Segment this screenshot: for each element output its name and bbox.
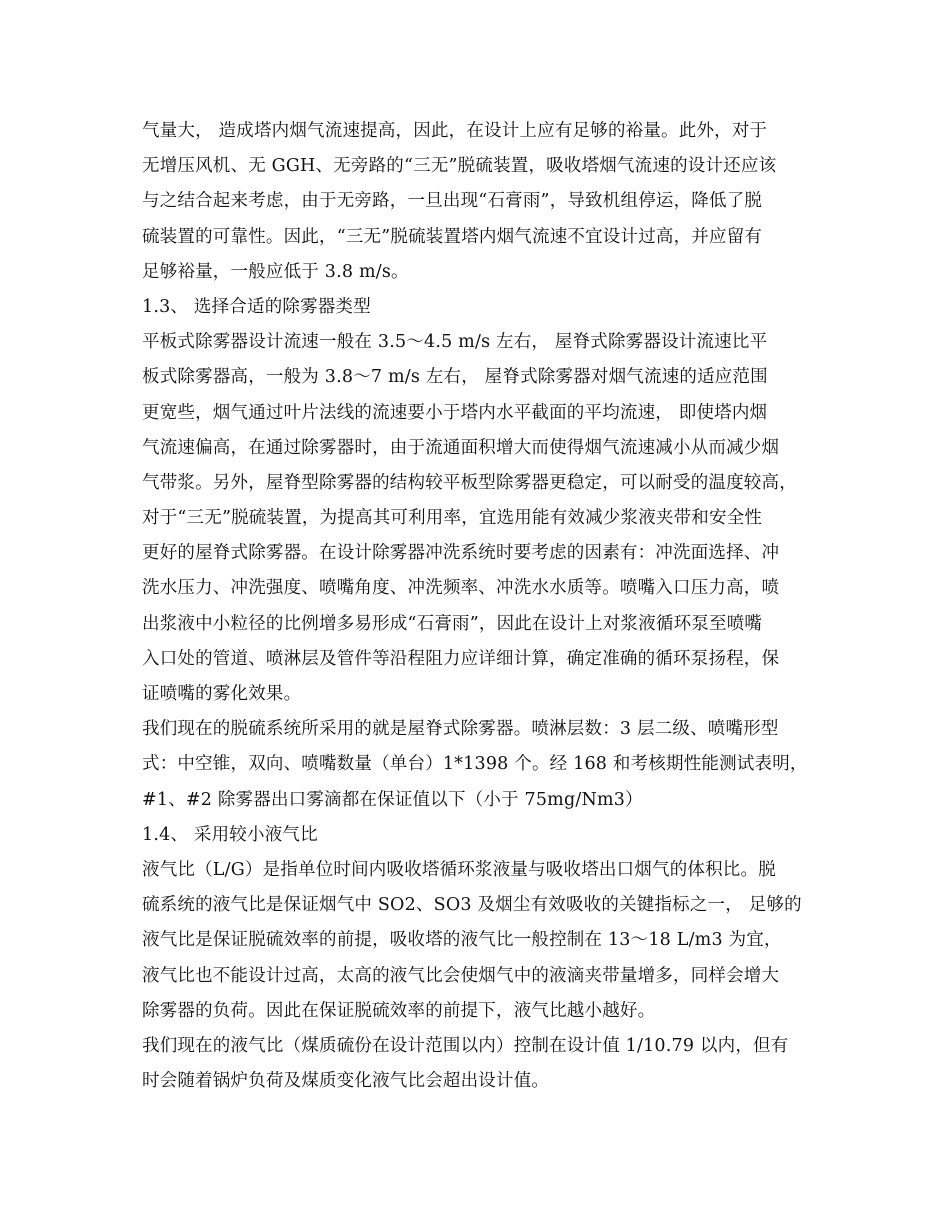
text-line: 硫装置的可靠性。因此，“三无”脱硫装置塔内烟气流速不宜设计过高，并应留有 — [142, 226, 763, 247]
text-line: 液气比（L/G）是指单位时间内吸收塔循环浆液量与吸收塔出口烟气的体积比。脱 — [142, 859, 776, 880]
text-line: 洗水压力、冲洗强度、喷嘴角度、冲洗频率、冲洗水水质等。喷嘴入口压力高，喷 — [142, 578, 780, 599]
text-line: 除雾器的负荷。因此在保证脱硫效率的前提下，液气比越小越好。 — [142, 1000, 656, 1021]
document-page — [142, 114, 814, 1099]
text-line: 出浆液中小粒径的比例增多易形成“石膏雨”，因此在设计上对浆液循环泵至喷嘴 — [142, 613, 763, 634]
text-line: 无增压风机、无 GGH、无旁路的“三无”脱硫装置，吸收塔烟气流速的设计还应该 — [142, 156, 777, 177]
text-line: 硫系统的液气比是保证烟气中 SO2、SO3 及烟尘有效吸收的关键指标之一， 足够的 — [142, 895, 802, 916]
text-line: 证喷嘴的雾化效果。 — [142, 684, 302, 704]
text-line: 液气比也不能设计过高，太高的液气比会使烟气中的液滴夹带量增多，同样会增大 — [142, 965, 780, 986]
text-line: 液气比是保证脱硫效率的前提，吸收塔的液气比一般控制在 13～18 L/m3 为宜， — [142, 930, 782, 951]
text-line: 更宽些，烟气通过叶片法线的流速要小于塔内水平截面的平均流速， 即使塔内烟 — [142, 402, 768, 423]
text-line: 气带浆。另外，屋脊型除雾器的结构较平板型除雾器更稳定，可以耐受的温度较高， — [142, 472, 797, 493]
text-line: 我们现在的液气比（煤质硫份在设计范围以内）控制在设计值 1/10.79 以内，但有 — [142, 1035, 789, 1056]
text-line: 对于“三无”脱硫装置，为提高其可利用率，宜选用能有效减少浆液夹带和安全性 — [142, 508, 763, 529]
text-line: 时会随着锅炉负荷及煤质变化液气比会超出设计值。 — [142, 1071, 550, 1092]
section-heading: 1.3、 选择合适的除雾器类型 — [142, 296, 371, 317]
text-line: 气量大， 造成塔内烟气流速提高，因此，在设计上应有足够的裕量。此外，对于 — [142, 121, 768, 141]
text-line: #1、#2 除雾器出口雾滴都在保证值以下（小于 75mg/Nm3） — [142, 789, 643, 810]
text-line: 足够裕量，一般应低于 3.8 m/s。 — [142, 261, 409, 282]
section-heading: 1.4、 采用较小液气比 — [142, 824, 318, 845]
text-line: 与之结合起来考虑，由于无旁路，一旦出现“石膏雨”，导致机组停运，降低了脱 — [142, 191, 763, 212]
text-line: 平板式除雾器设计流速一般在 3.5～4.5 m/s 左右， 屋脊式除雾器设计流速比平 — [142, 332, 768, 353]
text-line: 式：中空锥，双向、喷嘴数量（单台）1*1398 个。经 168 和考核期性能测试表明， — [142, 754, 808, 775]
text-line: 更好的屋脊式除雾器。在设计除雾器冲洗系统时要考虑的因素有：冲洗面选择、冲 — [142, 543, 780, 564]
text-line: 气流速偏高，在通过除雾器时，由于流通面积增大而使得烟气流速减小从而减少烟 — [142, 437, 780, 458]
text-line: 我们现在的脱硫系统所采用的就是屋脊式除雾器。喷淋层数：3 层二级、喷嘴形型 — [142, 719, 779, 740]
text-line: 板式除雾器高，一般为 3.8～7 m/s 左右， 屋脊式除雾器对烟气流速的适应范围 — [142, 367, 768, 388]
text-line: 入口处的管道、喷淋层及管件等沿程阻力应详细计算，确定准确的循环泵扬程，保 — [142, 648, 780, 669]
